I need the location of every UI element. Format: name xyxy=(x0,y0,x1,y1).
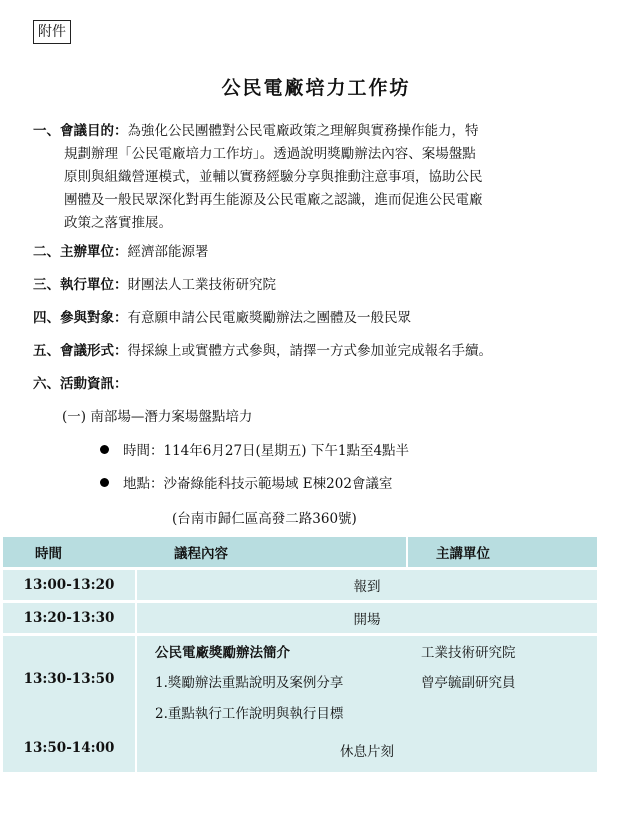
agenda-content: 休息片刻 xyxy=(340,744,394,760)
session-location-text: 地點：沙崙綠能科技示範場域 E棟202會議室 xyxy=(123,476,393,492)
section-purpose-line: 規劃辦理「公民電廠培力工作坊」。透過說明獎勵辦法內容、案場盤點 xyxy=(64,146,476,162)
page-title: 公民電廠培力工作坊 xyxy=(221,77,411,99)
section-organizer xyxy=(33,241,573,264)
section-purpose-line: 政策之落實推展。 xyxy=(64,215,172,231)
agenda-time: 13:20-13:30 xyxy=(3,603,136,633)
agenda-item: 2.重點執行工作說明與執行目標 xyxy=(155,706,344,722)
section-format-label: 五、會議形式： xyxy=(33,343,128,359)
section-audience xyxy=(33,307,573,330)
session-location xyxy=(100,473,392,495)
section-executor-label: 三、執行單位： xyxy=(33,277,128,293)
bullet-icon xyxy=(100,445,109,454)
agenda-time: 13:00-13:20 xyxy=(3,570,136,600)
section-format xyxy=(33,340,573,363)
agenda-header-row xyxy=(3,537,597,567)
agenda-row xyxy=(3,603,597,633)
agenda-time: 13:30-13:50 xyxy=(23,671,115,687)
agenda-table xyxy=(3,537,597,772)
section-audience-label: 四、參與對象： xyxy=(33,310,128,326)
section-executor xyxy=(33,274,573,297)
section-purpose-line: 原則與組織營運模式，並輔以實務經驗分享與推動注意事項，協助公民 xyxy=(64,169,483,185)
section-purpose-text-1: 為強化公民團體對公民電廠政策之理解與實務操作能力，特 xyxy=(127,123,479,139)
bullet-icon xyxy=(100,478,109,487)
agenda-content: 開場 xyxy=(136,603,597,633)
agenda-content-cell xyxy=(136,636,597,772)
attachment-label: 附件 xyxy=(33,20,71,44)
section-executor-text: 財團法人工業技術研究院 xyxy=(127,277,276,293)
agenda-time-cell xyxy=(3,636,136,772)
agenda-item: 1.獎勵辦法重點說明及案例分享 xyxy=(155,675,344,691)
agenda-row xyxy=(3,570,597,600)
section-format-text: 得採線上或實體方式參與，請擇一方式參加並完成報名手續。 xyxy=(127,343,492,359)
session-address: (台南市歸仁區高發二路360號) xyxy=(172,511,357,527)
section-purpose-label: 一、會議目的： xyxy=(33,123,128,139)
agenda-row xyxy=(3,636,597,772)
agenda-content: 報到 xyxy=(136,570,597,600)
agenda-time: 13:50-14:00 xyxy=(23,740,115,756)
header-content: 議程內容 xyxy=(136,537,407,567)
section-audience-text: 有意願申請公民電廠獎勵辦法之團體及一般民眾 xyxy=(127,310,411,326)
agenda-topic: 公民電廠獎勵辦法簡介 xyxy=(155,645,290,661)
speaker-org: 工業技術研究院 xyxy=(421,645,516,661)
header-speaker: 主講單位 xyxy=(407,537,597,567)
section-purpose xyxy=(33,120,573,235)
section-activity-info xyxy=(33,373,573,396)
section-organizer-text: 經濟部能源署 xyxy=(127,244,209,260)
section-organizer-label: 二、主辦單位： xyxy=(33,244,128,260)
session-time-text: 時間：114年6月27日(星期五) 下午1點至4點半 xyxy=(123,443,410,459)
section-purpose-line: 團體及一般民眾深化對再生能源及公民電廠之認識，進而促進公民電廠 xyxy=(64,192,483,208)
header-time: 時間 xyxy=(3,537,136,567)
session-time xyxy=(100,440,409,462)
section-activity-label: 六、活動資訊： xyxy=(33,376,128,392)
speaker-name: 曾亭毓副研究員 xyxy=(421,675,516,691)
session-heading: (一) 南部場—潛力案場盤點培力 xyxy=(62,409,253,425)
